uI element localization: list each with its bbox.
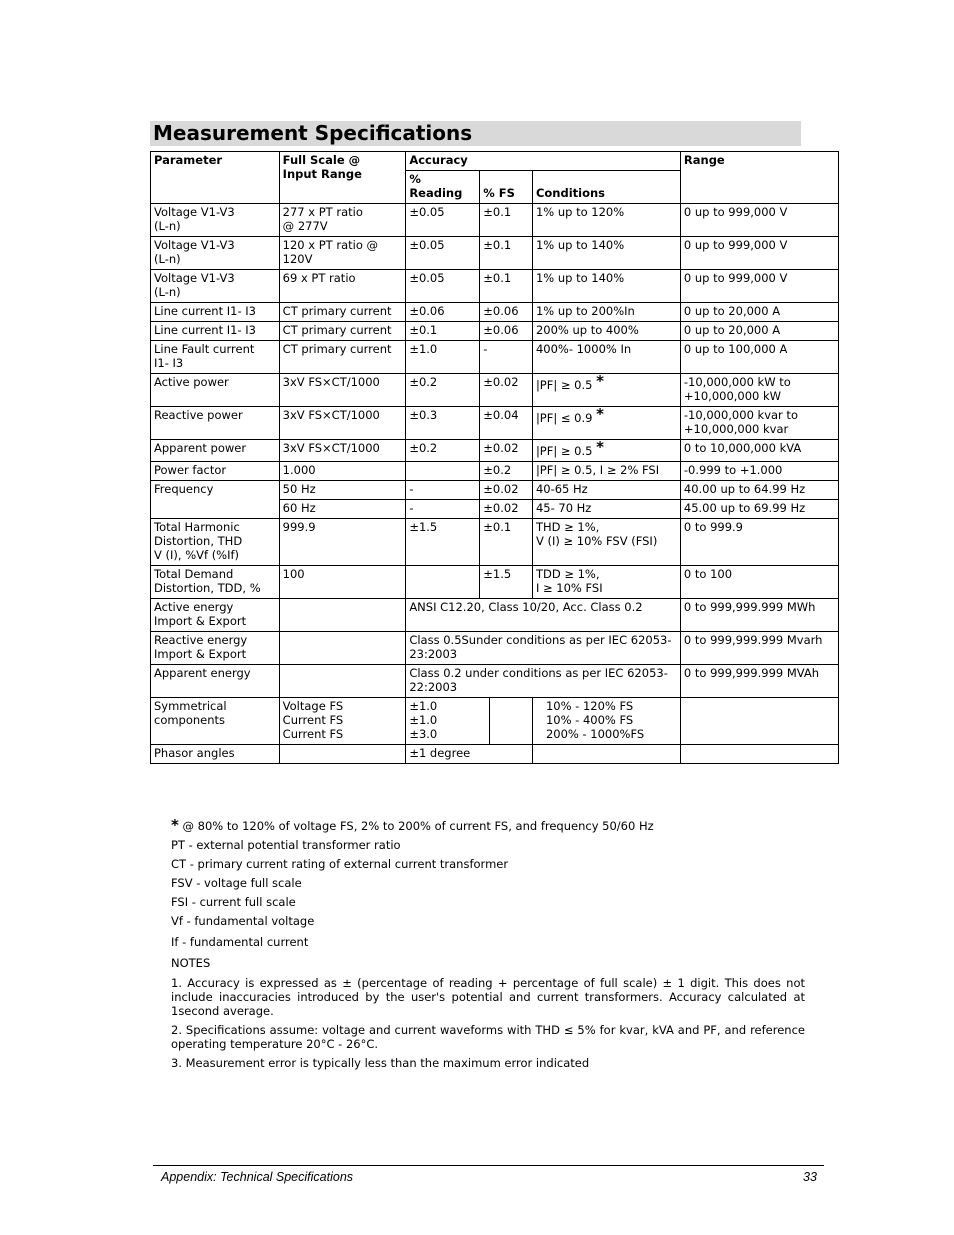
cell-conditions: THD ≥ 1%, V (I) ≥ 10% FSV (FSI) (532, 519, 680, 566)
cell-full-scale: 120 x PT ratio @ 120V (279, 237, 406, 270)
cell-parameter: Symmetrical components (151, 698, 280, 745)
cell-reading: ±0.05 (406, 237, 480, 270)
note-vf: Vf - fundamental voltage (171, 914, 315, 928)
cell-reading (406, 566, 480, 599)
cell-full-scale (279, 632, 406, 665)
cell-conditions: 200% up to 400% (532, 322, 680, 341)
cell-range (680, 745, 838, 764)
cell-range: 0 up to 100,000 A (680, 341, 838, 374)
table-row (151, 462, 839, 481)
cell-conditions: 1% up to 120% (532, 204, 680, 237)
cell-full-scale (279, 599, 406, 632)
cell-accuracy: Class 0.5Sunder conditions as per IEC 62053- 23:2003 (406, 632, 681, 665)
cell-conditions: TDD ≥ 1%, I ≥ 10% FSI (532, 566, 680, 599)
cell-range: 0 to 999,999.999 MVAh (680, 665, 838, 698)
note-if: If - fundamental current (171, 935, 309, 949)
cell-parameter: Voltage V1-V3 (L-n) (151, 204, 280, 237)
cell-conditions: 1% up to 200%In (532, 303, 680, 322)
footnote-star: * (596, 439, 604, 456)
cell-fs: ±0.06 (480, 303, 533, 322)
cell-parameter: Apparent power (151, 440, 280, 462)
cell-range: -0.999 to +1.000 (680, 462, 838, 481)
title-bar (150, 121, 801, 146)
cell-full-scale: 69 x PT ratio (279, 270, 406, 303)
page-number: 33 (803, 1170, 817, 1184)
cell-fs: ±0.02 (480, 440, 533, 462)
table-row (151, 566, 839, 599)
cell-reading: ±0.3 (406, 407, 480, 440)
cell-fs: ±0.02 (480, 374, 533, 407)
cell-conditions: 1% up to 140% (532, 270, 680, 303)
table-row (151, 698, 839, 745)
cell-conditions: |PF| ≤ 0.9 * (532, 407, 680, 440)
cell-full-scale: 3xV FS×CT/1000 (279, 374, 406, 407)
star-mark: * (171, 816, 179, 834)
cell-parameter: Frequency (151, 481, 280, 519)
cell-range: 0 to 999,999.999 Mvarh (680, 632, 838, 665)
cell-range: 40.00 up to 64.99 Hz (680, 481, 838, 500)
cell-parameter: Line current I1- I3 (151, 322, 280, 341)
cell-conditions: 10% - 120% FS 10% - 400% FS 200% - 1000%FS (532, 698, 680, 745)
cell-fs: - (480, 341, 533, 374)
table-row (151, 322, 839, 341)
cell-full-scale: CT primary current (279, 341, 406, 374)
cell-fs: ±0.02 (480, 481, 533, 500)
cell-parameter: Reactive energy Import & Export (151, 632, 280, 665)
cell-full-scale: 3xV FS×CT/1000 (279, 407, 406, 440)
table-row (151, 519, 839, 566)
cell-fs (490, 698, 533, 745)
note-fsi: FSI - current full scale (171, 895, 296, 909)
cell-full-scale: 60 Hz (279, 500, 406, 519)
table-row (151, 237, 839, 270)
footnote-star: * (596, 406, 604, 423)
cell-range: 0 up to 999,000 V (680, 270, 838, 303)
cell-reading: ±0.05 (406, 204, 480, 237)
cell-range: -10,000,000 kW to +10,000,000 kW (680, 374, 838, 407)
cell-conditions: 45- 70 Hz (532, 500, 680, 519)
cell-reading (406, 462, 480, 481)
cell-full-scale: 100 (279, 566, 406, 599)
cell-full-scale (279, 745, 406, 764)
cell-reading: ±0.05 (406, 270, 480, 303)
cell-parameter: Total Harmonic Distortion, THD V (I), %Vf (%If) (151, 519, 280, 566)
cell-range (680, 698, 838, 745)
cell-full-scale: 1.000 (279, 462, 406, 481)
cell-range: 0 up to 999,000 V (680, 237, 838, 270)
cell-reading: ±0.2 (406, 440, 480, 462)
notes-section (171, 818, 805, 1070)
cell-conditions: |PF| ≥ 0.5 * (532, 440, 680, 462)
cell-reading: ±0.1 (406, 322, 480, 341)
cell-fs: ±0.1 (480, 270, 533, 303)
note-2: 2. Specifications assume: voltage and current waveforms with THD ≤ 5% for kvar, kVA and PF, and reference operating temperature 20°C - 26°C. (171, 1023, 805, 1051)
cell-accuracy: Class 0.2 under conditions as per IEC 62053- 22:2003 (406, 665, 681, 698)
cell-full-scale: Voltage FS Current FS Current FS (279, 698, 406, 745)
cell-parameter: Voltage V1-V3 (L-n) (151, 237, 280, 270)
header-pct-reading: % Reading (406, 171, 480, 204)
footer-divider (153, 1165, 824, 1166)
cell-fs: ±0.1 (480, 519, 533, 566)
cell-parameter: Active energy Import & Export (151, 599, 280, 632)
notes-heading: NOTES (171, 956, 211, 970)
table-row (151, 303, 839, 322)
header-row (151, 152, 839, 171)
cell-range: -10,000,000 kvar to +10,000,000 kvar (680, 407, 838, 440)
cell-full-scale: 277 x PT ratio @ 277V (279, 204, 406, 237)
cell-fs: ±0.1 (480, 204, 533, 237)
table-row (151, 407, 839, 440)
cell-range: 0 to 999.9 (680, 519, 838, 566)
cell-parameter: Apparent energy (151, 665, 280, 698)
header-range: Range (680, 152, 838, 204)
cell-range: 0 up to 20,000 A (680, 322, 838, 341)
note-fsv: FSV - voltage full scale (171, 876, 302, 890)
cell-full-scale: CT primary current (279, 322, 406, 341)
cell-fs: ±1.5 (480, 566, 533, 599)
cell-full-scale: CT primary current (279, 303, 406, 322)
note-1: 1. Accuracy is expressed as ± (percentage of reading + percentage of full scale) ± 1 digit. This does not include inaccuracies introduced by the user's potential and current transformers. Accuracy calculated at 1second average. (171, 976, 805, 1018)
cell-accuracy: ANSI C12.20, Class 10/20, Acc. Class 0.2 (406, 599, 681, 632)
cell-full-scale: 50 Hz (279, 481, 406, 500)
table-row (151, 440, 839, 462)
table-row (151, 481, 839, 500)
page-title: Measurement Specifications (153, 121, 473, 145)
note-pt: PT - external potential transformer ratio (171, 838, 401, 852)
header-accuracy: Accuracy (406, 152, 681, 171)
cell-fs: ±0.02 (480, 500, 533, 519)
cell-fs: ±0.04 (480, 407, 533, 440)
table-row (151, 374, 839, 407)
cell-reading: ±0.06 (406, 303, 480, 322)
cell-conditions: 400%- 1000% In (532, 341, 680, 374)
footer-section-title: Appendix: Technical Specifications (161, 1170, 354, 1184)
cell-accuracy: ±1 degree (406, 745, 533, 764)
cell-range: 0 up to 20,000 A (680, 303, 838, 322)
footnote-star: * (596, 373, 604, 390)
cell-full-scale (279, 665, 406, 698)
cell-range: 0 to 10,000,000 kVA (680, 440, 838, 462)
table-row (151, 745, 839, 764)
table-row (151, 270, 839, 303)
cell-conditions: 1% up to 140% (532, 237, 680, 270)
cell-conditions (532, 745, 680, 764)
cell-reading: ±1.0 ±1.0 ±3.0 (406, 698, 490, 745)
cell-range: 0 to 100 (680, 566, 838, 599)
cell-parameter: Line Fault current I1- I3 (151, 341, 280, 374)
cell-conditions: |PF| ≥ 0.5, I ≥ 2% FSI (532, 462, 680, 481)
cell-fs: ±0.2 (480, 462, 533, 481)
cell-parameter: Power factor (151, 462, 280, 481)
table-row (151, 204, 839, 237)
cell-range: 0 up to 999,000 V (680, 204, 838, 237)
cell-range: 0 to 999,999.999 MWh (680, 599, 838, 632)
star-footnote (171, 818, 805, 833)
cell-reading: - (406, 481, 480, 500)
table-row (151, 632, 839, 665)
cell-reading: ±1.0 (406, 341, 480, 374)
cell-fs: ±0.06 (480, 322, 533, 341)
note-ct: CT - primary current rating of external current transformer (171, 857, 509, 871)
cell-parameter: Reactive power (151, 407, 280, 440)
cell-reading: ±0.2 (406, 374, 480, 407)
table-row (151, 599, 839, 632)
cell-parameter: Total Demand Distortion, TDD, % (151, 566, 280, 599)
cell-full-scale: 3xV FS×CT/1000 (279, 440, 406, 462)
table-row (151, 665, 839, 698)
cell-conditions: |PF| ≥ 0.5 * (532, 374, 680, 407)
header-full-scale: Full Scale @ Input Range (279, 152, 406, 204)
cell-full-scale: 999.9 (279, 519, 406, 566)
cell-parameter: Line current I1- I3 (151, 303, 280, 322)
cell-conditions: 40-65 Hz (532, 481, 680, 500)
cell-range: 45.00 up to 69.99 Hz (680, 500, 838, 519)
table-row (151, 341, 839, 374)
spec-table (150, 151, 839, 764)
header-pct-fs: % FS (480, 171, 533, 204)
header-parameter: Parameter (151, 152, 280, 204)
note-3: 3. Measurement error is typically less than the maximum error indicated (171, 1056, 590, 1070)
cell-parameter: Voltage V1-V3 (L-n) (151, 270, 280, 303)
star-note-text: @ 80% to 120% of voltage FS, 2% to 200% of current FS, and frequency 50/60 Hz (182, 819, 654, 833)
cell-parameter: Active power (151, 374, 280, 407)
header-conditions: Conditions (532, 171, 680, 204)
cell-fs: ±0.1 (480, 237, 533, 270)
cell-parameter: Phasor angles (151, 745, 280, 764)
cell-reading: ±1.5 (406, 519, 480, 566)
cell-reading: - (406, 500, 480, 519)
